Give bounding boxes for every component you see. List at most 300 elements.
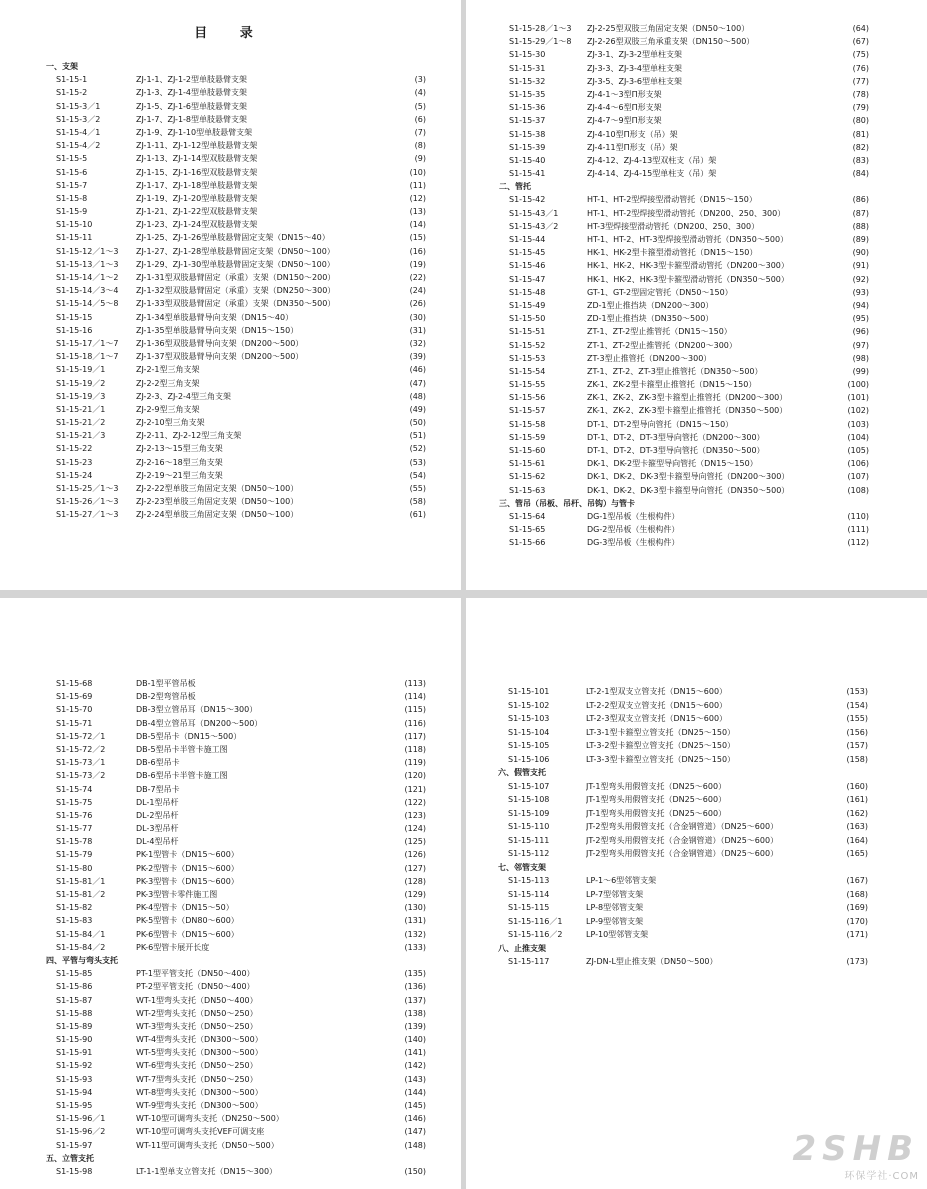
entry-title: LT-3-3型卡箍型立管支托（DN25～150） [586, 754, 736, 764]
page-number: (88) [852, 221, 869, 231]
drawing-number: S1-15-57 [509, 406, 546, 416]
toc-page-2 [466, 0, 927, 590]
page-number: (94) [852, 300, 869, 310]
toc-entries [499, 22, 869, 550]
toc-entry [509, 22, 869, 35]
entry-title: HK-1、HK-2、HK-3型卡箍型滑动管托（DN350～500） [587, 274, 789, 284]
page-number: (150) [404, 1166, 426, 1176]
page-number: (144) [404, 1087, 426, 1097]
page-number: (105) [847, 446, 869, 455]
drawing-number: S1-15-116／2 [508, 930, 563, 939]
drawing-number: S1-15-109 [508, 808, 550, 818]
page-number: (52) [409, 444, 426, 454]
page-number: (92) [852, 274, 869, 284]
entry-title: ZJ-1-19、ZJ-1-20型单肢悬臂支架 [136, 193, 258, 203]
entry-title: LT-2-1型双支立管支托（DN15～600） [586, 687, 728, 696]
toc-entry [509, 510, 869, 523]
toc-entry [509, 352, 869, 365]
entry-title: DT-1、DT-2型导向管托（DN15～150） [587, 419, 734, 429]
toc-entry [508, 820, 868, 834]
entry-title: HT-1、HT-2、HT-3型焊接型滑动管托（DN350～500） [587, 235, 789, 244]
toc-entry [509, 75, 869, 88]
toc-entry [509, 141, 869, 154]
drawing-number: S1-15-116／1 [508, 916, 563, 926]
page-number: (112) [847, 538, 869, 548]
toc-entry [509, 101, 869, 114]
page-number: (122) [404, 797, 426, 807]
drawing-number: S1-15-102 [508, 700, 550, 710]
toc-entry [56, 337, 426, 350]
entry-title: HT-1、HT-2型焊接型滑动管托（DN200、250、300） [587, 208, 786, 218]
toc-entry [509, 35, 869, 48]
drawing-number: S1-15-19／1 [56, 365, 106, 375]
entry-title: PT-1型平管支托（DN50～400） [136, 969, 255, 979]
page-number: (145) [404, 1101, 426, 1110]
toc-entry [56, 416, 426, 429]
page-number: (110) [847, 511, 869, 521]
toc-entry [56, 928, 426, 941]
toc-entry [56, 218, 426, 231]
drawing-number: S1-15-92 [56, 1061, 93, 1071]
toc-entry [508, 847, 868, 861]
page-number: (165) [846, 849, 868, 858]
page-number: (103) [847, 419, 869, 429]
drawing-number: S1-15-63 [509, 485, 546, 495]
toc-entry [508, 888, 868, 902]
toc-entry [56, 152, 426, 165]
toc-entry [509, 365, 869, 378]
toc-entry [509, 88, 869, 101]
entry-title: ZJ-1-33型双肢悬臂固定（承重）支架（DN350～500） [136, 299, 336, 309]
entry-title: DB-4型立管吊耳（DN200～500） [136, 718, 263, 728]
drawing-number: S1-15-75 [56, 797, 93, 807]
drawing-number: S1-15-97 [56, 1140, 93, 1150]
toc-entry [508, 901, 868, 915]
toc-entry [509, 273, 869, 286]
page-number: (30) [409, 312, 426, 322]
page-number: (129) [404, 890, 426, 899]
toc-entry [56, 271, 426, 284]
drawing-number: S1-15-1 [56, 75, 88, 85]
page-number: (86) [852, 195, 869, 205]
entry-title: ZJ-1-29、ZJ-1-30型单肢悬臂固定支架（DN50～100） [136, 259, 335, 269]
drawing-number: S1-15-64 [509, 511, 546, 521]
entry-title: HT-3型焊接型滑动管托（DN200、250、300） [587, 221, 760, 231]
drawing-number: S1-15-111 [508, 835, 550, 845]
entry-title: WT-10型可调弯头支托VEF可调支座 [136, 1127, 265, 1137]
page-number: (142) [404, 1061, 426, 1071]
drawing-number: S1-15-32 [509, 76, 546, 86]
toc-entry [509, 114, 869, 127]
page-number: (107) [847, 472, 869, 482]
drawing-number: S1-15-51 [509, 327, 546, 337]
page-number: (156) [846, 727, 868, 737]
toc-entry [56, 456, 426, 469]
toc-entry [509, 391, 869, 404]
entry-title: LP-1～6型邻管支架 [586, 876, 657, 885]
page-number: (119) [404, 758, 426, 768]
page-number: (93) [852, 287, 869, 297]
section-heading: 五、立管支托 [46, 1153, 94, 1163]
drawing-number: S1-15-84／2 [56, 942, 106, 952]
drawing-number: S1-15-65 [509, 525, 546, 535]
entry-title: WT-6型弯头支托（DN50～250） [136, 1061, 258, 1071]
drawing-number: S1-15-14／5～8 [56, 299, 119, 309]
drawing-number: S1-15-17／1～7 [56, 338, 119, 348]
page-number: (171) [846, 930, 868, 939]
page-number: (155) [846, 714, 868, 723]
page-number: (113) [404, 679, 426, 688]
drawing-number: S1-15-19／3 [56, 391, 106, 401]
drawing-number: S1-15-25／1～3 [56, 484, 119, 493]
drawing-number: S1-15-46 [509, 261, 546, 271]
entry-title: ZJ-2-13～15型三角支架 [136, 444, 223, 454]
entry-title: JT-2型弯头用假管支托（合金钢管道）（DN25～600） [586, 849, 779, 858]
page-number: (96) [852, 327, 869, 337]
page-number: (115) [404, 705, 426, 715]
toc-entry [509, 312, 869, 325]
page-number: (139) [404, 1021, 426, 1031]
entry-title: DL-1型吊杆 [136, 797, 179, 807]
page-number: (32) [409, 338, 426, 348]
page-number: (108) [847, 485, 869, 495]
drawing-number: S1-15-96／2 [56, 1127, 106, 1137]
drawing-number: S1-15-27／1～3 [56, 510, 119, 520]
drawing-number: S1-15-10 [56, 220, 93, 230]
entry-title: LT-2-3型双支立管支托（DN15～600） [586, 714, 728, 723]
toc-entry [508, 699, 868, 713]
page-number: (31) [409, 325, 426, 335]
entry-title: GT-1、GT-2型固定管托（DN50～150） [587, 287, 733, 297]
page-number: (148) [404, 1140, 426, 1150]
drawing-number: S1-15-90 [56, 1035, 93, 1045]
entry-title: DK-1、DK-2、DK-3型卡箍型导向管托（DN350～500） [587, 485, 790, 495]
drawing-number: S1-15-5 [56, 154, 88, 164]
entry-title: WT-11型可调弯头支托（DN50～500） [136, 1140, 279, 1150]
page-number: (158) [846, 754, 868, 764]
entry-title: JT-1型弯头用假管支托（DN25～600） [586, 781, 727, 791]
section-heading: 一、支架 [46, 62, 78, 71]
entry-title: ZJ-3-3、ZJ-3-4型单柱支架 [587, 63, 683, 73]
toc-entry [56, 86, 426, 99]
page-number: (90) [852, 248, 869, 258]
entry-title: LT-1-1型单支立管支托（DN15～300） [136, 1166, 278, 1176]
toc-entry [56, 1125, 426, 1138]
entry-title: LP-9型邻管支架 [586, 916, 644, 926]
page-number: (7) [414, 127, 426, 137]
page-number: (15) [409, 233, 426, 243]
page-number: (147) [404, 1127, 426, 1137]
toc-entry [509, 128, 869, 141]
page-number: (67) [852, 37, 869, 47]
entry-title: ZJ-3-1、ZJ-3-2型单柱支架 [587, 50, 683, 60]
entry-title: ZJ-1-32型双肢悬臂固定（承重）支架（DN250～300） [136, 286, 336, 296]
drawing-number: S1-15-61 [509, 459, 546, 469]
entry-title: ZJ-1-15、ZJ-1-16型双肢悬臂支架 [136, 167, 258, 177]
toc-entry [56, 442, 426, 455]
page-number: (140) [404, 1035, 426, 1045]
toc-entry [56, 809, 426, 822]
page-number: (5) [414, 101, 426, 111]
entry-title: DG-3型吊板（生根构件） [587, 538, 680, 548]
entry-title: DB-5型吊卡半管卡施工图 [136, 744, 228, 754]
toc-entry [56, 848, 426, 861]
drawing-number: S1-15-96／1 [56, 1114, 106, 1124]
entry-title: ZJ-DN-L型止推支架（DN50～500） [586, 957, 718, 966]
toc-entry [56, 1099, 426, 1112]
toc-entry [56, 403, 426, 416]
entry-title: PK-1型管卡（DN15～600） [136, 850, 239, 860]
section-heading: 三、管吊（吊板、吊杆、吊钩）与管卡 [499, 498, 635, 508]
drawing-number: S1-15-29／1～8 [509, 37, 572, 47]
toc-entry [56, 703, 426, 716]
entry-title: DB-7型吊卡 [136, 784, 180, 794]
page-number: (168) [846, 889, 868, 899]
page-number: (46) [409, 365, 426, 375]
toc-entry [56, 730, 426, 743]
page-number: (146) [404, 1114, 426, 1124]
toc-entry [508, 915, 868, 929]
toc-entry [509, 339, 869, 352]
toc-entry [56, 324, 426, 337]
toc-entry [509, 207, 869, 220]
page-number: (135) [404, 969, 426, 979]
page-number: (6) [414, 114, 426, 124]
page-number: (81) [852, 129, 869, 139]
entry-title: PK-2型管卡（DN15～600） [136, 863, 239, 873]
drawing-number: S1-15-50 [509, 314, 546, 324]
drawing-number: S1-15-21／1 [56, 404, 106, 414]
drawing-number: S1-15-45 [509, 248, 546, 258]
entry-title: ZJ-1-11、ZJ-1-12型单肢悬臂支架 [136, 141, 258, 151]
entry-title: ZJ-2-3、ZJ-2-4型三角支架 [136, 391, 232, 401]
entry-title: LP-7型邻管支架 [586, 889, 644, 899]
toc-entry [509, 154, 869, 167]
page-number: (126) [404, 850, 426, 860]
drawing-number: S1-15-15 [56, 312, 93, 322]
toc-entry [56, 350, 426, 363]
toc-page-4 [466, 598, 927, 1189]
toc-entry [509, 167, 869, 180]
page-number: (8) [414, 141, 426, 151]
toc-entry [56, 245, 426, 258]
drawing-number: S1-15-112 [508, 849, 550, 858]
entry-title: JT-2型弯头用假管支托（合金钢管道）（DN25～600） [586, 835, 779, 845]
page-number: (123) [404, 810, 426, 820]
page-number: (127) [404, 863, 426, 873]
drawing-number: S1-15-14／3～4 [56, 286, 119, 296]
drawing-number: S1-15-48 [509, 287, 546, 297]
drawing-number: S1-15-7 [56, 180, 88, 190]
drawing-number: S1-15-114 [508, 889, 550, 899]
page-number: (143) [404, 1074, 426, 1084]
drawing-number: S1-15-98 [56, 1166, 93, 1176]
toc-entry [56, 179, 426, 192]
toc-entry [56, 914, 426, 927]
entry-title: ZJ-2-11、ZJ-2-12型三角支架 [136, 431, 242, 441]
drawing-number: S1-15-108 [508, 795, 550, 804]
page-number: (120) [404, 771, 426, 781]
page-number: (79) [852, 103, 869, 113]
drawing-number: S1-15-66 [509, 538, 546, 548]
page-number: (130) [404, 903, 426, 913]
entry-title: ZD-1型止推挡块（DN200～300） [587, 300, 714, 310]
entry-title: WT-2型弯头支托（DN50～250） [136, 1008, 258, 1018]
section-heading: 四、平管与弯头支托 [46, 955, 118, 965]
drawing-number: S1-15-28／1～3 [509, 24, 572, 33]
toc-entry [56, 980, 426, 993]
entry-title: ZJ-1-31型双肢悬臂固定（承重）支架（DN150～200） [136, 273, 336, 282]
toc-entry [508, 753, 868, 767]
page-number: (162) [846, 808, 868, 818]
drawing-number: S1-15-58 [509, 419, 546, 429]
entry-title: HT-1、HT-2型焊接型滑动管托（DN15～150） [587, 195, 757, 205]
toc-entry [509, 220, 869, 233]
entry-title: WT-10型可调弯头支托（DN250～500） [136, 1114, 284, 1124]
page-number: (157) [846, 741, 868, 750]
page-title: 目 录 [194, 26, 267, 41]
toc-entry [508, 807, 868, 821]
toc-entry [56, 192, 426, 205]
entry-title: DB-5型吊卡（DN15～500） [136, 731, 242, 741]
drawing-number: S1-15-31 [509, 63, 546, 73]
drawing-number: S1-15-6 [56, 167, 88, 177]
entry-title: ZJ-2-10型三角支架 [136, 418, 205, 428]
toc-entry [56, 1165, 426, 1178]
page-number: (39) [409, 352, 426, 362]
toc-entry [509, 431, 869, 444]
page-number: (50) [409, 418, 426, 428]
entry-title: ZJ-1-5、ZJ-1-6型单肢悬臂支架 [136, 101, 248, 111]
entry-title: JT-2型弯头用假管支托（合金钢管道）（DN25～600） [586, 822, 779, 831]
entry-title: ZJ-2-23型单肢三角固定支架（DN50～100） [136, 497, 299, 507]
entry-title: DL-4型吊杆 [136, 837, 179, 847]
toc-entry [509, 378, 869, 391]
drawing-number: S1-15-107 [508, 781, 550, 791]
toc-entry [56, 875, 426, 888]
page-number: (102) [847, 406, 869, 416]
entry-title: ZJ-1-23、ZJ-1-24型双肢悬臂支架 [136, 220, 258, 230]
toc-entry [56, 783, 426, 796]
toc-page-1 [0, 0, 461, 590]
drawing-number: S1-15-94 [56, 1087, 93, 1097]
page-number: (26) [409, 299, 426, 309]
entry-title: PK-4型管卡（DN15～50） [136, 903, 234, 913]
page-number: (104) [847, 432, 869, 442]
section-heading: 七、邻管支架 [498, 862, 546, 872]
page-number: (61) [409, 510, 426, 520]
toc-entry [56, 363, 426, 376]
drawing-number: S1-15-56 [509, 393, 546, 403]
page-number: (133) [404, 942, 426, 952]
toc-entry [508, 955, 868, 969]
entry-title: DB-3型立管吊耳（DN15～300） [136, 705, 258, 715]
drawing-number: S1-15-73／2 [56, 771, 106, 781]
page-number: (24) [409, 286, 426, 296]
entry-title: WT-5型弯头支托（DN300～500） [136, 1048, 263, 1058]
entry-title: DB-2型弯管吊板 [136, 692, 196, 702]
page-number: (95) [852, 314, 869, 324]
entry-title: ZJ-2-22型单肢三角固定支架（DN50～100） [136, 484, 299, 493]
page-number: (51) [409, 431, 426, 441]
toc-entry [509, 484, 869, 497]
entry-title: PK-3型管卡零件施工图 [136, 890, 218, 899]
toc-entry [508, 874, 868, 888]
drawing-number: S1-15-13／1～3 [56, 259, 119, 269]
drawing-number: S1-15-43／1 [509, 208, 559, 218]
page-number: (98) [852, 353, 869, 363]
page-number: (14) [409, 220, 426, 230]
page-number: (22) [409, 273, 426, 282]
page-number: (49) [409, 404, 426, 414]
page-number: (141) [404, 1048, 426, 1058]
drawing-number: S1-15-80 [56, 863, 93, 873]
drawing-number: S1-15-21／3 [56, 431, 106, 441]
toc-entry [56, 743, 426, 756]
entry-title: ZJ-1-27、ZJ-1-28型单肢悬臂固定支架（DN50～100） [136, 246, 335, 256]
entry-title: DB-6型吊卡半管卡施工图 [136, 771, 228, 781]
toc-entry [56, 126, 426, 139]
drawing-number: S1-15-41 [509, 169, 546, 179]
drawing-number: S1-15-70 [56, 705, 93, 715]
entry-title: ZJ-1-35型单肢悬臂导向支架（DN15～150） [136, 325, 299, 335]
page-number: (77) [852, 76, 869, 86]
page-number: (137) [404, 995, 426, 1005]
page-number: (89) [852, 235, 869, 244]
drawing-number: S1-15-30 [509, 50, 546, 60]
entry-title: ZJ-2-9型三角支架 [136, 404, 200, 414]
entry-title: ZT-1、ZT-2型止推管托（DN15～150） [587, 327, 732, 337]
drawing-number: S1-15-76 [56, 810, 93, 820]
entry-title: DB-1型平管吊板 [136, 679, 196, 688]
entry-title: ZJ-4-11型Π形支（吊）架 [587, 142, 678, 152]
drawing-number: S1-15-73／1 [56, 758, 106, 768]
entry-title: WT-4型弯头支托（DN300～500） [136, 1035, 263, 1045]
toc-entry [56, 1139, 426, 1152]
toc-entry [56, 284, 426, 297]
toc-entries [46, 60, 426, 522]
toc-entry [508, 793, 868, 807]
drawing-number: S1-15-77 [56, 824, 93, 834]
toc-page-3 [0, 598, 461, 1189]
entry-title: WT-1型弯头支托（DN50～400） [136, 995, 258, 1005]
page-number: (91) [852, 261, 869, 271]
page-number: (64) [852, 24, 869, 33]
page-number: (19) [409, 259, 426, 269]
toc-entry [509, 418, 869, 431]
drawing-number: S1-15-86 [56, 982, 93, 992]
entry-title: DG-2型吊板（生根构件） [587, 525, 680, 535]
toc-entry [56, 677, 426, 690]
drawing-number: S1-15-91 [56, 1048, 93, 1058]
drawing-number: S1-15-42 [509, 195, 546, 205]
drawing-number: S1-15-37 [509, 116, 546, 126]
drawing-number: S1-15-85 [56, 969, 93, 979]
drawing-number: S1-15-71 [56, 718, 93, 728]
entry-title: PK-5型管卡（DN80～600） [136, 916, 239, 926]
entry-title: ZJ-1-25、ZJ-1-26型单肢悬臂固定支架（DN15～40） [136, 233, 330, 243]
page-number: (80) [852, 116, 869, 126]
toc-entry [509, 457, 869, 470]
page-number: (128) [404, 876, 426, 886]
drawing-number: S1-15-19／2 [56, 378, 106, 388]
toc-entry [509, 470, 869, 483]
page-number: (16) [409, 246, 426, 256]
entry-title: LT-2-2型双支立管支托（DN15～600） [586, 700, 728, 710]
toc-entry [56, 888, 426, 901]
entry-title: ZT-1、ZT-2型止推管托（DN200～300） [587, 340, 737, 350]
page-number: (47) [409, 378, 426, 388]
